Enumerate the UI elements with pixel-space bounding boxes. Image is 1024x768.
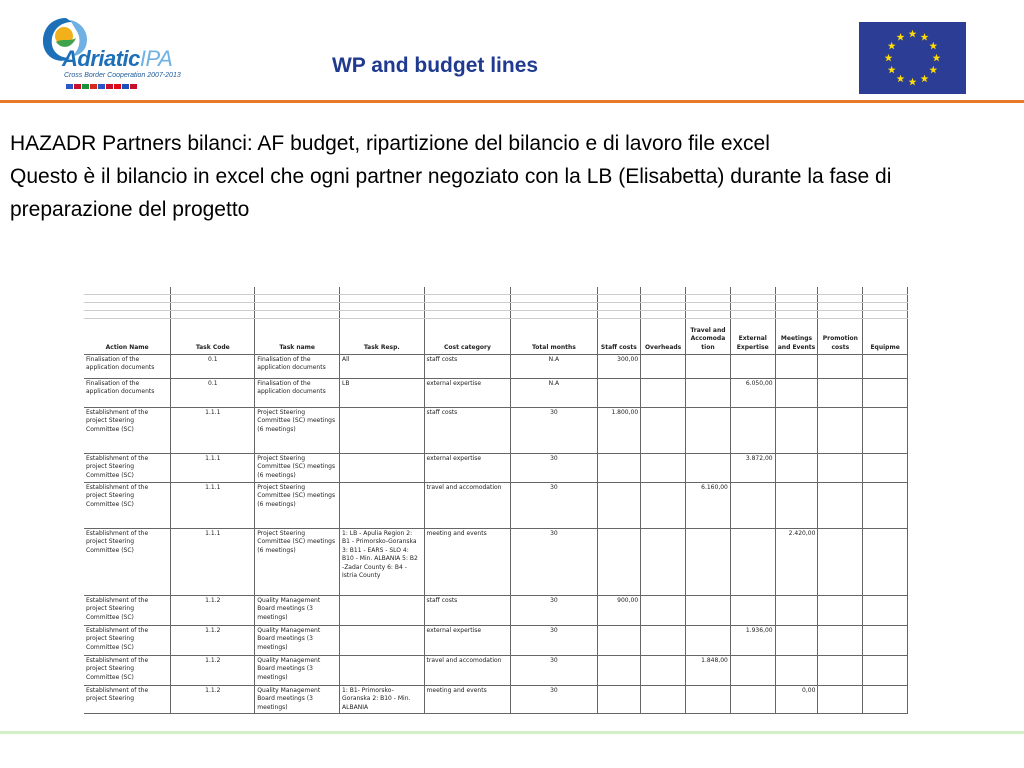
eu-star-icon <box>897 33 905 41</box>
eu-flag <box>859 22 966 94</box>
spreadsheet-cell <box>775 656 818 686</box>
spreadsheet-cell <box>818 408 863 454</box>
spreadsheet-row <box>84 686 908 714</box>
spreadsheet-cell <box>775 596 818 626</box>
spreadsheet-header-cell: Total months <box>511 319 597 355</box>
spreadsheet-cell <box>863 529 908 596</box>
spreadsheet-cell: Finalisation of the application documents <box>255 379 340 408</box>
spreadsheet-cell: external expertise <box>424 454 511 483</box>
spreadsheet-cell: 900,00 <box>597 596 641 626</box>
spreadsheet-cell: meeting and events <box>424 529 511 596</box>
spreadsheet-cell <box>730 656 775 686</box>
spreadsheet-cell: Quality Management Board meetings (3 meetings) <box>255 596 340 626</box>
spreadsheet-cell: external expertise <box>424 379 511 408</box>
spreadsheet-cell: 1.936,00 <box>730 626 775 656</box>
spreadsheet-cell: staff costs <box>424 408 511 454</box>
spreadsheet-cell <box>730 686 775 714</box>
eu-star-icon <box>888 42 896 50</box>
spreadsheet-blank-row <box>84 295 908 303</box>
footer-divider <box>0 731 1024 734</box>
spreadsheet-cell <box>863 483 908 529</box>
spreadsheet-cell <box>818 656 863 686</box>
spreadsheet-cell <box>641 596 686 626</box>
spreadsheet-cell: Project Steering Committee (SC) meetings (6 meetings) <box>255 408 340 454</box>
spreadsheet-cell: 0.1 <box>171 379 255 408</box>
spreadsheet-cell <box>686 596 731 626</box>
spreadsheet-cell <box>641 379 686 408</box>
spreadsheet-cell: 30 <box>511 626 597 656</box>
spreadsheet-cell: Quality Management Board meetings (3 meetings) <box>255 656 340 686</box>
logo-wordmark: AdriaticIPA <box>62 46 173 71</box>
spreadsheet-cell <box>597 626 641 656</box>
spreadsheet-cell <box>686 626 731 656</box>
spreadsheet-cell: 30 <box>511 454 597 483</box>
spreadsheet-cell: Establishment of the project Steering Committee (SC) <box>84 408 171 454</box>
spreadsheet-cell <box>775 379 818 408</box>
spreadsheet-cell <box>863 686 908 714</box>
spreadsheet-cell <box>818 529 863 596</box>
spreadsheet-cell: Finalisation of the application documents <box>255 355 340 379</box>
spreadsheet-cell <box>818 379 863 408</box>
body-line-1: HAZADR Partners bilanci: AF budget, ripartizione del bilancio e di lavoro file excel <box>10 132 770 155</box>
spreadsheet-cell <box>597 656 641 686</box>
partner-flags <box>66 84 137 89</box>
spreadsheet-cell: 1.1.2 <box>171 626 255 656</box>
spreadsheet-cell <box>686 355 731 379</box>
spreadsheet-cell <box>641 483 686 529</box>
spreadsheet-cell <box>730 483 775 529</box>
spreadsheet-cell: 30 <box>511 686 597 714</box>
spreadsheet-header-row <box>84 319 908 355</box>
spreadsheet-cell <box>863 379 908 408</box>
spreadsheet-cell: 3.872,00 <box>730 454 775 483</box>
spreadsheet-row <box>84 626 908 656</box>
spreadsheet-cell: 1.1.2 <box>171 596 255 626</box>
spreadsheet-cell: external expertise <box>424 626 511 656</box>
spreadsheet-cell <box>863 355 908 379</box>
spreadsheet-cell <box>597 483 641 529</box>
spreadsheet-cell <box>340 454 425 483</box>
spreadsheet-row <box>84 529 908 596</box>
spreadsheet-cell: Establishment of the project Steering Committee (SC) <box>84 626 171 656</box>
spreadsheet-cell <box>340 656 425 686</box>
spreadsheet-cell <box>818 626 863 656</box>
spreadsheet-cell <box>818 596 863 626</box>
slide-body <box>10 127 1000 226</box>
spreadsheet-cell: 1.1.2 <box>171 656 255 686</box>
spreadsheet-cell <box>641 408 686 454</box>
budget-table <box>84 287 908 714</box>
spreadsheet-cell: N.A <box>511 355 597 379</box>
spreadsheet-cell: 2.420,00 <box>775 529 818 596</box>
spreadsheet-header-cell: Task Code <box>171 319 255 355</box>
spreadsheet-cell <box>730 355 775 379</box>
spreadsheet-cell <box>340 483 425 529</box>
eu-star-icon <box>933 54 941 62</box>
header-divider <box>0 100 1024 103</box>
spreadsheet-cell <box>340 596 425 626</box>
spreadsheet-cell <box>863 408 908 454</box>
eu-stars-icon <box>859 22 966 94</box>
spreadsheet-cell: 0,00 <box>775 686 818 714</box>
spreadsheet-cell: travel and accomodation <box>424 483 511 529</box>
eu-star-icon <box>888 66 896 74</box>
logo-tagline: Cross Border Cooperation 2007-2013 <box>64 72 181 79</box>
spreadsheet-cell <box>641 529 686 596</box>
spreadsheet-cell <box>775 408 818 454</box>
spreadsheet-cell <box>641 454 686 483</box>
eu-star-icon <box>921 33 929 41</box>
spreadsheet-cell: 1.1.1 <box>171 483 255 529</box>
spreadsheet-blank-row <box>84 303 908 311</box>
spreadsheet-blank-row <box>84 287 908 295</box>
spreadsheet-cell: staff costs <box>424 355 511 379</box>
spreadsheet-cell: Establishment of the project Steering <box>84 686 171 714</box>
spreadsheet-cell <box>730 529 775 596</box>
spreadsheet-header-cell: Task name <box>255 319 340 355</box>
spreadsheet-cell <box>340 626 425 656</box>
spreadsheet-cell: Establishment of the project Steering Committee (SC) <box>84 529 171 596</box>
spreadsheet-cell <box>818 483 863 529</box>
spreadsheet-cell <box>597 686 641 714</box>
spreadsheet-row <box>84 596 908 626</box>
spreadsheet-cell <box>641 355 686 379</box>
spreadsheet-cell: 300,00 <box>597 355 641 379</box>
spreadsheet-cell <box>863 454 908 483</box>
spreadsheet-cell: 1.848,00 <box>686 656 731 686</box>
spreadsheet-cell <box>775 483 818 529</box>
spreadsheet-cell: Establishment of the project Steering Committee (SC) <box>84 596 171 626</box>
spreadsheet-header-cell: Equipme <box>863 319 908 355</box>
spreadsheet-cell: 1.1.1 <box>171 529 255 596</box>
spreadsheet-row <box>84 408 908 454</box>
spreadsheet-cell: Quality Management Board meetings (3 meetings) <box>255 626 340 656</box>
spreadsheet-row <box>84 355 908 379</box>
spreadsheet-cell: Project Steering Committee (SC) meetings (6 meetings) <box>255 483 340 529</box>
spreadsheet-cell: 1.1.1 <box>171 408 255 454</box>
spreadsheet-cell <box>641 686 686 714</box>
spreadsheet-cell: 0.1 <box>171 355 255 379</box>
spreadsheet-cell <box>775 454 818 483</box>
spreadsheet-cell: 6.050,00 <box>730 379 775 408</box>
spreadsheet-header-cell: Task Resp. <box>340 319 425 355</box>
spreadsheet-cell: 1: LB - Apulia Region 2: B1 - Primorsko-Goranska 3: B11 - EARS - SLO 4: B10 - Min. ALBANIA 5: B2 -Zadar County 6: B4 -Istria County <box>340 529 425 596</box>
spreadsheet-cell <box>775 626 818 656</box>
spreadsheet-cell <box>686 686 731 714</box>
spreadsheet-cell <box>730 596 775 626</box>
spreadsheet-cell <box>597 379 641 408</box>
body-line-2: Questo è il bilancio in excel che ogni partner negoziato con la LB (Elisabetta) durante la fase di preparazione del progetto <box>10 165 892 221</box>
spreadsheet-cell <box>730 408 775 454</box>
spreadsheet-cell: 1.800,00 <box>597 408 641 454</box>
spreadsheet-cell <box>818 454 863 483</box>
spreadsheet-cell <box>686 408 731 454</box>
eu-star-icon <box>929 66 937 74</box>
spreadsheet-cell: Establishment of the project Steering Committee (SC) <box>84 454 171 483</box>
spreadsheet-cell: 30 <box>511 596 597 626</box>
spreadsheet-blank-row <box>84 311 908 319</box>
spreadsheet-cell: 6.160,00 <box>686 483 731 529</box>
spreadsheet-cell: 30 <box>511 529 597 596</box>
spreadsheet-cell: LB <box>340 379 425 408</box>
spreadsheet-cell: 30 <box>511 483 597 529</box>
eu-star-icon <box>909 78 917 86</box>
spreadsheet-cell <box>641 626 686 656</box>
spreadsheet-cell: travel and accomodation <box>424 656 511 686</box>
spreadsheet-cell <box>818 686 863 714</box>
eu-star-icon <box>897 75 905 83</box>
spreadsheet-cell <box>818 355 863 379</box>
spreadsheet-row <box>84 379 908 408</box>
spreadsheet-cell: meeting and events <box>424 686 511 714</box>
spreadsheet-header-cell: Promotion costs <box>818 319 863 355</box>
spreadsheet-header-cell: Overheads <box>641 319 686 355</box>
spreadsheet-header-cell: Action Name <box>84 319 171 355</box>
spreadsheet-cell: Establishment of the project Steering Committee (SC) <box>84 656 171 686</box>
spreadsheet-cell: N.A <box>511 379 597 408</box>
spreadsheet-cell: All <box>340 355 425 379</box>
spreadsheet-header-cell: Staff costs <box>597 319 641 355</box>
spreadsheet-cell <box>686 379 731 408</box>
spreadsheet-row <box>84 656 908 686</box>
spreadsheet-cell: 1: B1- Primorsko-Goranska 2: B10 - Min. ALBANIA <box>340 686 425 714</box>
spreadsheet-cell: Project Steering Committee (SC) meetings (6 meetings) <box>255 529 340 596</box>
spreadsheet-cell <box>863 626 908 656</box>
spreadsheet-cell <box>340 408 425 454</box>
spreadsheet-header-cell: Cost category <box>424 319 511 355</box>
slide-title: WP and budget lines <box>331 54 539 77</box>
spreadsheet-cell <box>863 656 908 686</box>
eu-star-icon <box>929 42 937 50</box>
spreadsheet-cell <box>863 596 908 626</box>
spreadsheet-cell: staff costs <box>424 596 511 626</box>
spreadsheet-cell: 1.1.2 <box>171 686 255 714</box>
eu-star-icon <box>909 30 917 38</box>
spreadsheet-cell <box>641 656 686 686</box>
spreadsheet-header-cell: External Expertise <box>730 319 775 355</box>
spreadsheet-header-cell: Meetings and Events <box>775 319 818 355</box>
eu-star-icon <box>885 54 893 62</box>
spreadsheet-header-cell: Travel and Accomoda tion <box>686 319 731 355</box>
spreadsheet-cell: 30 <box>511 408 597 454</box>
spreadsheet-cell: Finalisation of the application documents <box>84 355 171 379</box>
spreadsheet-row <box>84 454 908 483</box>
spreadsheet-cell <box>775 355 818 379</box>
spreadsheet-cell: Project Steering Committee (SC) meetings (6 meetings) <box>255 454 340 483</box>
spreadsheet-cell <box>597 454 641 483</box>
spreadsheet-row <box>84 483 908 529</box>
spreadsheet-cell: Quality Management Board meetings (3 meetings) <box>255 686 340 714</box>
spreadsheet-cell <box>686 454 731 483</box>
spreadsheet-cell <box>597 529 641 596</box>
spreadsheet-cell: Finalisation of the application documents <box>84 379 171 408</box>
adriatic-ipa-logo <box>36 12 181 94</box>
budget-spreadsheet <box>84 287 908 711</box>
spreadsheet-cell: 1.1.1 <box>171 454 255 483</box>
spreadsheet-cell: Establishment of the project Steering Committee (SC) <box>84 483 171 529</box>
spreadsheet-cell: 30 <box>511 656 597 686</box>
spreadsheet-cell <box>686 529 731 596</box>
eu-star-icon <box>921 75 929 83</box>
